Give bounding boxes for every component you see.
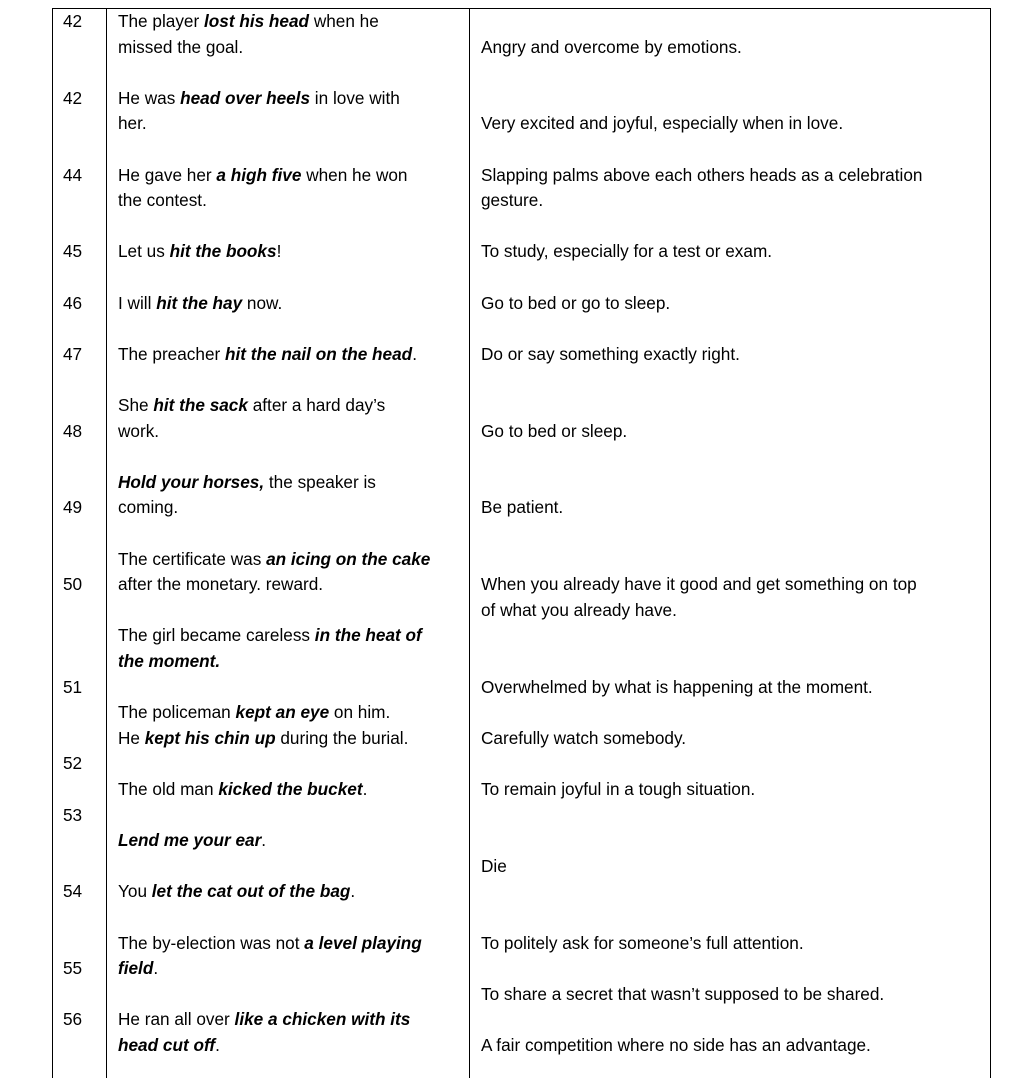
example-sentence-line — [118, 420, 159, 442]
sentence-text: The preacher — [118, 343, 226, 364]
sentence-text: . — [215, 1035, 220, 1055]
sentence-text: on him. — [329, 702, 391, 723]
sentence-text: now. — [242, 292, 283, 313]
idiom-phrase: like a chicken with its — [234, 1009, 411, 1030]
sentence-text: He — [118, 727, 145, 748]
example-sentence-line — [118, 701, 390, 723]
sentence-text: The certificate was — [118, 548, 267, 569]
sentence-text: the speaker is — [264, 471, 376, 492]
example-sentence-line — [118, 932, 422, 954]
example-sentence-line — [118, 727, 408, 749]
meaning-line: Carefully watch somebody. — [481, 727, 687, 748]
idiom-phrase: kept an eye — [235, 702, 330, 723]
sentence-text: He ran all over — [118, 1009, 235, 1030]
example-sentence-line — [118, 829, 266, 851]
example-sentence-line — [118, 573, 323, 595]
idiom-phrase: let the cat out of the bag — [151, 881, 351, 902]
meaning-line: Go to bed or go to sleep. — [481, 292, 671, 313]
idiom-phrase: an icing on the cake — [266, 548, 431, 569]
column-divider-meaning — [469, 8, 470, 1078]
sentence-text: I will — [118, 292, 157, 313]
sentence-text: after a hard day’s — [247, 395, 386, 415]
example-sentence-line — [118, 957, 158, 979]
idiom-phrase: a high five — [216, 164, 302, 185]
sentence-text: You — [118, 881, 152, 902]
row-number: 52 — [63, 753, 83, 774]
example-sentence-line — [118, 880, 355, 902]
idiom-phrase: in the heat of — [314, 625, 422, 646]
column-divider-number — [106, 8, 107, 1078]
meaning-line: When you already have it good and get something on top — [481, 574, 917, 595]
meaning-line: Do or say something exactly right. — [481, 343, 740, 364]
sentence-text: He was — [118, 87, 181, 108]
example-sentence-line — [118, 292, 282, 314]
sentence-text: work. — [118, 420, 160, 441]
idiom-phrase: kept his chin up — [144, 727, 276, 748]
sentence-text: . — [350, 881, 356, 902]
example-sentence-line — [118, 1008, 410, 1030]
idiom-phrase: hit the sack — [153, 395, 248, 415]
row-number: 47 — [63, 343, 83, 364]
meaning-line: A fair competition where no side has an advantage. — [481, 1035, 871, 1055]
example-sentence-line — [118, 240, 281, 262]
sentence-text: . — [261, 830, 267, 851]
meaning-line: gesture. — [481, 190, 544, 211]
meaning-line: To politely ask for someone’s full attention. — [481, 932, 804, 953]
sentence-text: her. — [118, 113, 147, 134]
example-sentence-line — [118, 650, 220, 672]
idiom-phrase: lost his head — [203, 11, 310, 31]
idiom-phrase: head cut off — [118, 1035, 216, 1055]
example-sentence-line — [118, 112, 147, 134]
example-sentence-line — [118, 36, 243, 58]
row-number: 49 — [63, 497, 83, 518]
row-number: 56 — [63, 1009, 83, 1030]
sentence-text: when he won — [301, 164, 408, 185]
idiom-phrase: a level playing — [304, 932, 422, 953]
example-sentence-line — [118, 87, 400, 109]
example-sentence-line — [118, 548, 430, 570]
idiom-phrase: Hold your horses, — [118, 471, 265, 492]
meaning-line: To remain joyful in a tough situation. — [481, 779, 756, 799]
row-number: 50 — [63, 574, 83, 595]
sentence-text: after the monetary. reward. — [118, 574, 324, 595]
idiom-phrase: hit the books — [169, 241, 277, 262]
meaning-line: Go to bed or sleep. — [481, 420, 628, 441]
idiom-phrase: head over heels — [180, 87, 311, 108]
row-number: 51 — [63, 676, 83, 697]
row-number: 55 — [63, 958, 83, 979]
meaning-line: Die — [481, 855, 507, 876]
example-sentence-line — [118, 471, 376, 493]
idiom-phrase: hit the nail on the head — [225, 343, 413, 364]
example-sentence-line — [118, 164, 407, 186]
sentence-text: The player — [118, 11, 204, 31]
meaning-line: of what you already have. — [481, 599, 677, 620]
example-sentence-line — [118, 343, 417, 365]
sentence-text: The policeman — [118, 702, 236, 723]
meaning-line: Overwhelmed by what is happening at the moment. — [481, 676, 873, 697]
sentence-text: She — [118, 395, 154, 415]
sentence-text: . — [362, 779, 368, 799]
idiom-phrase: field — [118, 958, 154, 979]
row-number: 46 — [63, 292, 83, 313]
example-sentence-line — [118, 10, 379, 32]
idiom-phrase: Lend me your ear — [118, 830, 262, 851]
row-number: 44 — [63, 164, 83, 185]
sentence-text: coming. — [118, 497, 179, 518]
sentence-text: ! — [276, 241, 282, 262]
meaning-line: To study, especially for a test or exam. — [481, 241, 773, 262]
sentence-text: during the burial. — [275, 727, 409, 748]
row-number: 54 — [63, 881, 83, 902]
meaning-line: Angry and overcome by emotions. — [481, 36, 742, 57]
idiom-phrase: the moment. — [118, 651, 221, 671]
sentence-text: Let us — [118, 241, 170, 262]
meaning-line: Very excited and joyful, especially when in love. — [481, 113, 844, 134]
row-number: 42 — [63, 87, 83, 108]
sentence-text: The girl became careless — [118, 625, 315, 646]
sentence-text: The old man — [118, 779, 219, 799]
meaning-line: To share a secret that wasn’t supposed to be shared. — [481, 983, 885, 1004]
idiom-phrase: hit the hay — [156, 292, 243, 313]
sentence-text: when he — [309, 11, 379, 31]
row-number: 42 — [63, 11, 83, 31]
meaning-line: Be patient. — [481, 497, 564, 518]
row-number: 45 — [63, 241, 83, 262]
example-sentence-line — [118, 496, 178, 518]
sentence-text: in love with — [310, 87, 400, 108]
sentence-text: missed the goal. — [118, 36, 244, 57]
example-sentence-line — [118, 778, 367, 800]
sentence-text: The by-election was not — [118, 932, 305, 953]
sentence-text: He gave her — [118, 164, 217, 185]
sentence-text: . — [153, 958, 159, 979]
idiom-phrase: kicked the bucket — [218, 779, 363, 799]
row-number: 53 — [63, 804, 83, 825]
row-number: 48 — [63, 420, 83, 441]
example-sentence-line — [118, 189, 207, 211]
sentence-text: the contest. — [118, 190, 207, 211]
example-sentence-line — [118, 1034, 220, 1056]
sentence-text: . — [412, 343, 417, 364]
meaning-line: Slapping palms above each others heads as a celebration — [481, 164, 923, 185]
example-sentence-line — [118, 624, 422, 646]
example-sentence-line — [118, 394, 385, 416]
